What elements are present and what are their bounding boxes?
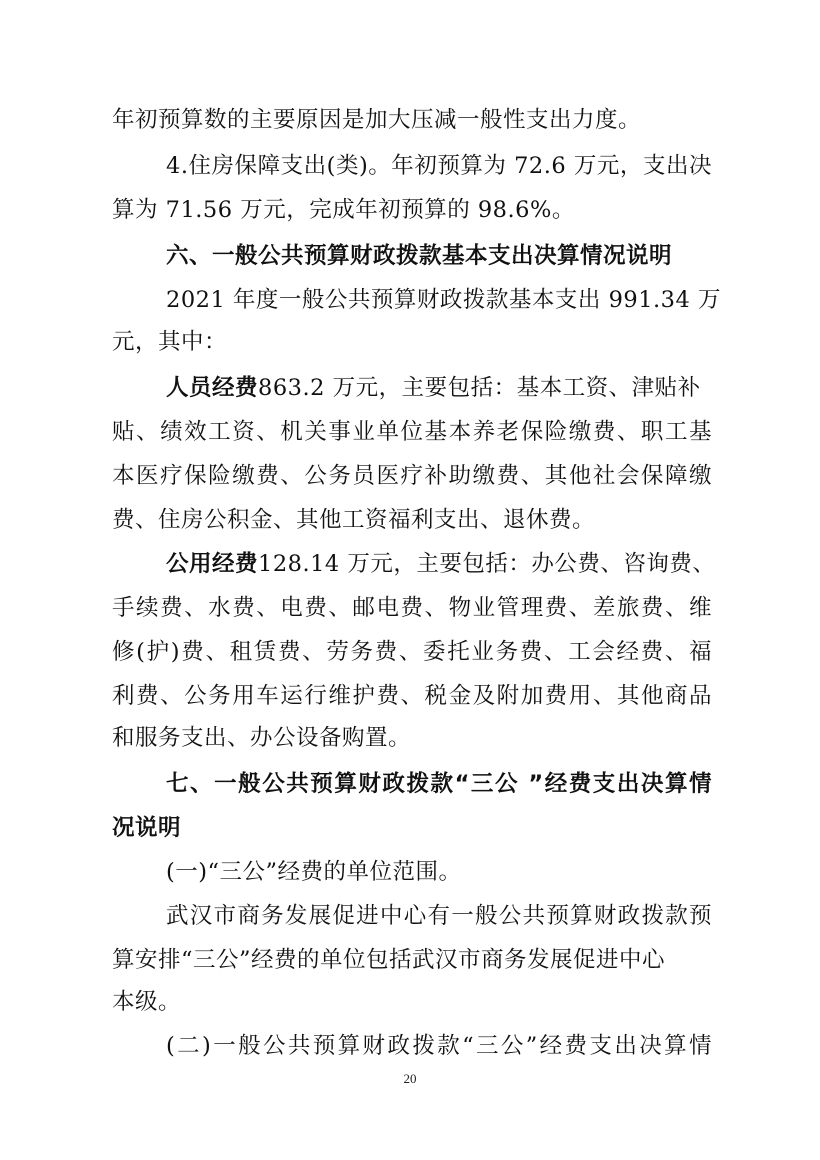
subsection-heading: (一)“三公”经费的单位范围。	[166, 859, 462, 885]
page-number: 20	[403, 1071, 417, 1086]
paragraph-line: 2021 年度一般公共预算财政拨款基本支出 991.34 万	[166, 287, 721, 313]
subsection-heading: (二)一般公共预算财政拨款“三公”经费支出决算情	[166, 1033, 712, 1059]
section-heading: 六、一般公共预算财政拨款基本支出决算情况说明	[166, 243, 673, 269]
paragraph-line: 费、住房公积金、其他工资福利支出、退休费。	[112, 507, 596, 533]
paragraph-line: 贴、绩效工资、机关事业单位基本养老保险缴费、职工基	[112, 419, 712, 445]
paragraph-line: 武汉市商务发展促进中心有一般公共预算财政拨款预	[166, 903, 712, 929]
paragraph-line: 和服务支出、办公设备购置。	[112, 725, 412, 751]
paragraph-line: 手续费、水费、电费、邮电费、物业管理费、差旅费、维	[112, 595, 712, 621]
section-heading: 况说明	[112, 815, 182, 841]
paragraph-text: 863.2 万元，主要包括：基本工资、津贴补	[258, 375, 701, 401]
paragraph-text: 128.14 万元，主要包括：办公费、咨询费、	[258, 551, 716, 577]
paragraph-line: 算安排“三公”经费的单位包括武汉市商务发展促进中心	[112, 947, 666, 973]
paragraph-line: 算为 71.56 万元，完成年初预算的 98.6%。	[112, 197, 575, 223]
paragraph-line: 年初预算数的主要原因是加大压减一般性支出力度。	[112, 107, 642, 133]
paragraph-line: 元，其中：	[112, 329, 228, 355]
personnel-expense-label: 人员经费	[166, 375, 259, 401]
paragraph-line: 利费、公务用车运行维护费、税金及附加费用、其他商品	[112, 683, 712, 709]
paragraph-line: 4.住房保障支出(类)。年初预算为 72.6 万元，支出决	[166, 153, 712, 179]
paragraph-line: 本级。	[112, 989, 182, 1015]
paragraph-line: 修(护)费、租赁费、劳务费、委托业务费、工会经费、福	[112, 639, 712, 665]
section-heading: 七、一般公共预算财政拨款“三公 ”经费支出决算情	[166, 771, 712, 797]
paragraph-line-personnel	[166, 368, 712, 408]
paragraph-line-public	[166, 544, 716, 584]
paragraph-line: 本医疗保险缴费、公务员医疗补助缴费、其他社会保障缴	[112, 463, 712, 489]
public-expense-label: 公用经费	[166, 551, 259, 577]
